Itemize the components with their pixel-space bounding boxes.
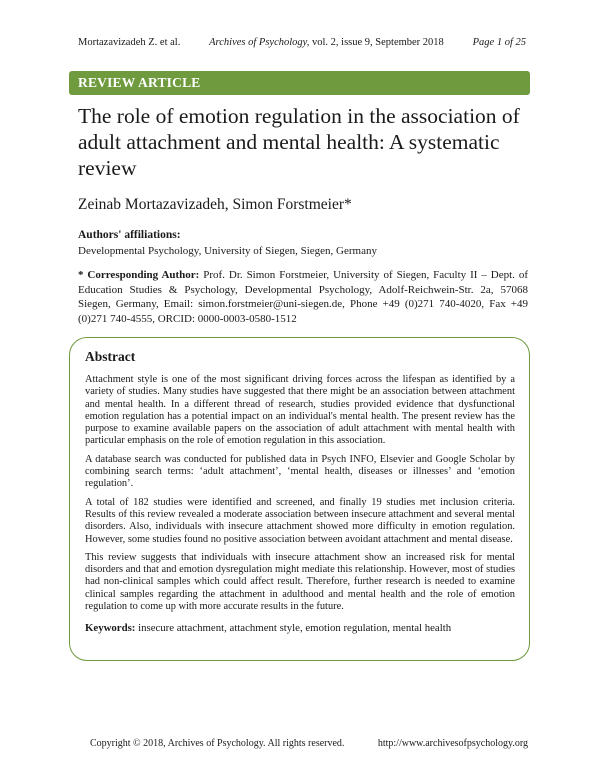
abstract-paragraph-methods: A database search was conducted for published data in Psych INFO, Elsevier and Google Scholar by combining search terms: ‘adult attachment’, ‘mental health, diseases or illnesses’ and ‘emotion regulation’.	[85, 453, 515, 490]
author-list: Zeinab Mortazavizadeh, Simon Forstmeier*	[78, 196, 352, 213]
footer-url[interactable]: http://www.archivesofpsychology.org	[377, 738, 528, 749]
keywords-label: Keywords:	[85, 622, 136, 635]
running-header	[78, 37, 526, 48]
article-title: The role of emotion regulation in the association of adult attachment and mental health: A systematic review	[78, 104, 520, 180]
header-journal: Archives of Psychology,	[209, 37, 310, 48]
header-page-number: Page 1 of 25	[472, 37, 526, 48]
keywords-list: insecure attachment, attachment style, emotion regulation, mental health	[135, 622, 452, 635]
abstract-box	[69, 337, 530, 661]
abstract-paragraph-results: A total of 182 studies were identified and screened, and finally 19 studies met inclusion criteria. Results of this review revealed a moderate association between insecure attachment and several mental disorders. Also, individuals with insecure attachment showed more difficulty in emotion regulation. However, some studies found no positive association between avoidant attachment and mental disease.	[85, 496, 515, 545]
affiliations-text: Developmental Psychology, University of Siegen, Siegen, Germany	[78, 245, 377, 257]
footer-copyright: Copyright © 2018, Archives of Psychology. All rights reserved.	[90, 738, 345, 749]
article-type-banner: REVIEW ARTICLE	[69, 71, 530, 95]
abstract-heading: Abstract	[85, 349, 136, 364]
corresponding-author-details: Prof. Dr. Simon Forstmeier, University of Siegen, Faculty II – Dept. of Education Studies & Psychology, Developmental Psychology, Adolf-Reichwein-Str. 2a, 57068 Siegen, Germany, Email: simon.forstmeier@uni-siegen.de, Phone +49 (0)271 740-4020, Fax +49 (0)271 740-4555, ORCID: 0000-0003-0580-1512	[78, 269, 528, 325]
keywords	[85, 622, 515, 634]
abstract-paragraph-background: Attachment style is one of the most significant driving forces across the lifespan as identified by a variety of studies. Many studies have suggested that there might be an association between attachment and mental health. In a different thread of research, studies provided evidence that dysfunctional emotion regulation has a potential impact on an individual's mental health. The present review has the purpose to examine available papers on the association of adult attachment with mental health with particular emphasis on the role of emotion regulation in this association.	[85, 374, 515, 447]
page-footer	[90, 738, 528, 749]
header-journal-info	[209, 37, 444, 48]
abstract-paragraph-conclusion: This review suggests that individuals with insecure attachment show an increased risk for mental disorders and that and emotion dysregulation might mediate this relationship. However, most of studies had non-clinical samples which could affect result. Therefore, further research is needed to examine clinical samples regarding the attachment in adulthood and mental health and the role of emotion regulation to come up with more accurate results in the future.	[85, 551, 515, 613]
header-issue: vol. 2, issue 9, September 2018	[309, 37, 444, 48]
corresponding-author-label: * Corresponding Author:	[78, 269, 200, 281]
corresponding-author	[78, 268, 528, 326]
header-author: Mortazavizadeh Z. et al.	[78, 37, 181, 48]
affiliations-label: Authors' affiliations:	[78, 229, 181, 241]
